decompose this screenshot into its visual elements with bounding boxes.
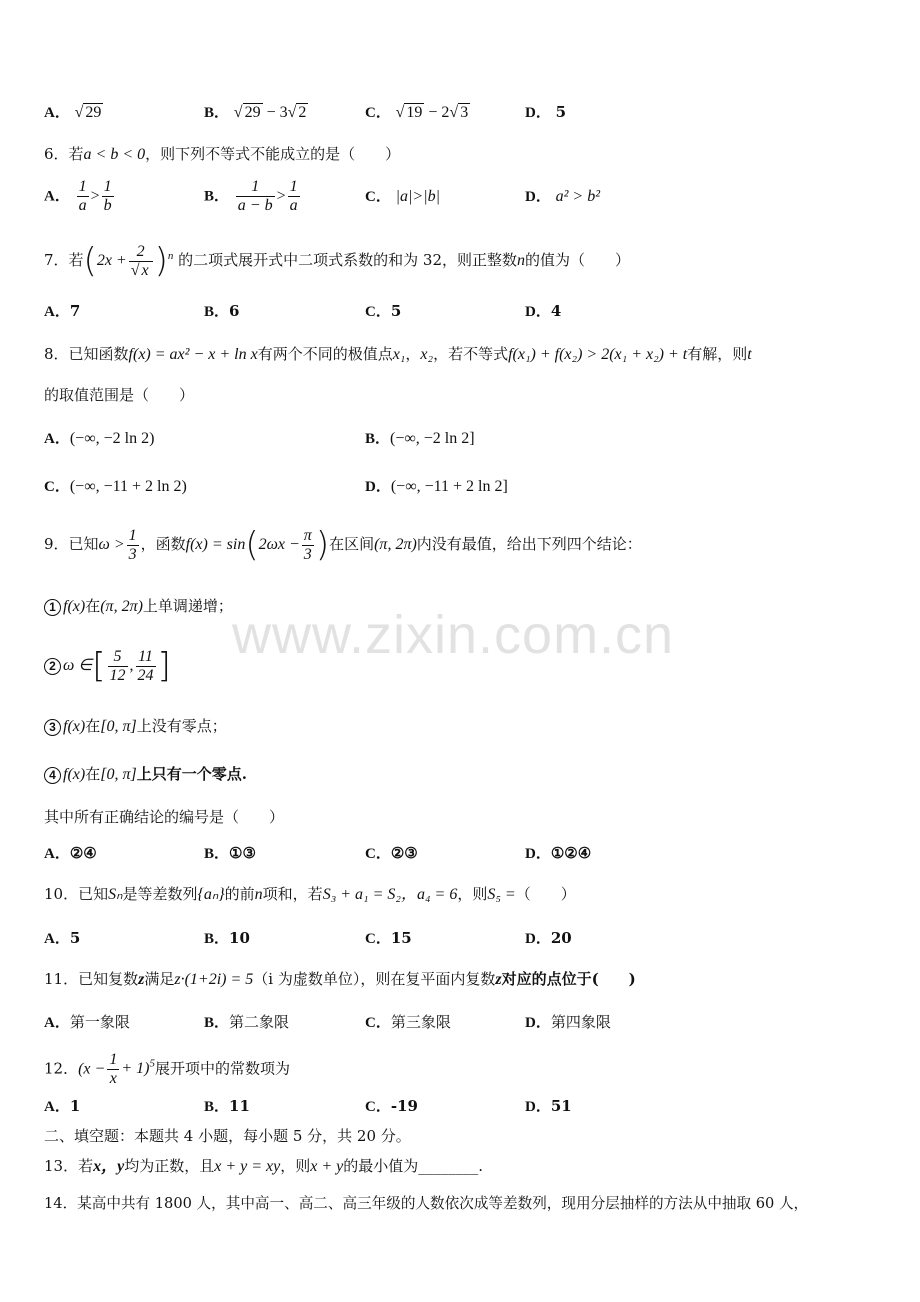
- q11-stem: 11．已知复数z满足z·(1+2i) = 5（i 为虚数单位），则在复平面内复数z对应的点位于( ): [44, 970, 636, 988]
- q7-stem: 7．若(2x + $\frac{2}{√ x}$ )$^n$ 的二项式展开式中二项式系数的和为 32，则正整数n的值为（ ）: [44, 241, 631, 281]
- q7-option-c[interactable]: C．5: [365, 302, 402, 320]
- q13-stem: 13．若x，y均为正数，且x + y = xy，则x + y的最小值为________.: [44, 1157, 484, 1175]
- q7-option-d[interactable]: D．4: [525, 302, 562, 320]
- q7-option-a[interactable]: A．7: [44, 302, 81, 320]
- q9-option-c[interactable]: C．②③: [365, 844, 418, 862]
- q12-stem: 12．(x − $\frac{1}{x}$ + 1)$^5$展开项中的常数项为: [44, 1050, 290, 1087]
- q14-stem: 14．某高中共有 1800 人，其中高一、高二、高三年级的人数依次成等差数列，现用分层抽样的方法从中抽取 60 人，: [44, 1195, 809, 1212]
- q9-option-b[interactable]: B．①③: [204, 844, 256, 862]
- q10-stem: 10．已知Sₙ是等差数列{aₙ}的前n项和，若S₃ + a₁ = S₂，a₄ = 6，则S₅ =（ ）: [44, 885, 576, 903]
- q5-option-c-text: √ 19 − 2√ 3: [395, 104, 469, 121]
- q11-option-b[interactable]: B．第二象限: [204, 1013, 290, 1031]
- q5-option-a-text: √ 29: [74, 104, 102, 121]
- q10-option-d[interactable]: D．20: [525, 929, 572, 947]
- q12-option-b[interactable]: B．11: [204, 1097, 250, 1115]
- q6-option-a[interactable]: A． $\frac{1}{a}$ > $\frac{1}{b}$: [44, 178, 112, 214]
- q8-option-b[interactable]: B．(−∞, −2 ln 2]: [365, 430, 475, 447]
- q10-option-c[interactable]: C．15: [365, 929, 412, 947]
- q12-option-a[interactable]: A．1: [44, 1097, 81, 1115]
- q8-stem-line2: 的取值范围是（ ）: [44, 386, 195, 404]
- q10-option-b[interactable]: B．10: [204, 929, 250, 947]
- q9-question: 其中所有正确结论的编号是（ ）: [44, 808, 285, 826]
- q6-option-b[interactable]: B． $\frac{1}{a - b}$ > $\frac{1}{a}$: [204, 178, 298, 214]
- q5-option-b-text: √ 29 − 3√ 2: [233, 104, 307, 121]
- q5-option-b[interactable]: B． √ 29 − 3√ 2: [204, 104, 307, 121]
- q6-option-c[interactable]: C． |a|>|b|: [365, 188, 441, 205]
- q9-item-3: 3 f(x)在[0, π]上没有零点；: [44, 716, 227, 737]
- q9-item-4: 4 f(x)在[0, π]上只有一个零点.: [44, 764, 247, 785]
- q5-option-c[interactable]: C． √ 19 − 2√ 3: [365, 104, 469, 121]
- q8-option-d[interactable]: D．(−∞, −11 + 2 ln 2]: [365, 478, 508, 495]
- q9-stem: 9．已知ω > $\frac{1}{3}$ ，函数f(x) = sin(2ωx − $\frac{\pi}{3}$ )在区间(π, 2π)内没有最值，给出下列四个结论：: [44, 525, 642, 565]
- q5-option-a[interactable]: A． √ 29: [44, 104, 102, 121]
- q9-option-d[interactable]: D．①②④: [525, 844, 592, 862]
- q9-option-a[interactable]: A．②④: [44, 844, 97, 862]
- q8-option-c[interactable]: C．(−∞, −11 + 2 ln 2): [44, 478, 187, 495]
- q6-option-d[interactable]: D． a² > b²: [525, 188, 601, 205]
- q5-option-d[interactable]: D． 5: [525, 103, 567, 121]
- q8-option-a[interactable]: A．(−∞, −2 ln 2): [44, 430, 155, 447]
- watermark: www.zixin.com.cn: [232, 605, 675, 665]
- q11-option-c[interactable]: C．第三象限: [365, 1013, 451, 1031]
- q12-option-d[interactable]: D．51: [525, 1097, 572, 1115]
- q11-option-a[interactable]: A．第一象限: [44, 1013, 130, 1031]
- section-2-heading: 二、填空题：本题共 4 小题，每小题 5 分，共 20 分。: [44, 1127, 411, 1145]
- q11-option-d[interactable]: D．第四象限: [525, 1013, 611, 1031]
- q9-item-2: 2 ω ∈[ $\frac{5}{12}$ , $\frac{11}{24}$ ]: [44, 642, 171, 689]
- q7-option-b[interactable]: B．6: [204, 302, 240, 320]
- q6-stem: 6．若a < b < 0，则下列不等式不能成立的是（ ）: [44, 145, 401, 163]
- q12-option-c[interactable]: C．-19: [365, 1097, 418, 1115]
- q10-option-a[interactable]: A．5: [44, 929, 81, 947]
- q9-item-1: 1 f(x)在(π, 2π)上单调递增；: [44, 596, 233, 617]
- q8-stem: 8．已知函数f(x) = ax² − x + ln x有两个不同的极值点x₁，x₂，若不等式f(x₁) + f(x₂) > 2(x₁ + x₂) + t有解，则t: [44, 345, 752, 363]
